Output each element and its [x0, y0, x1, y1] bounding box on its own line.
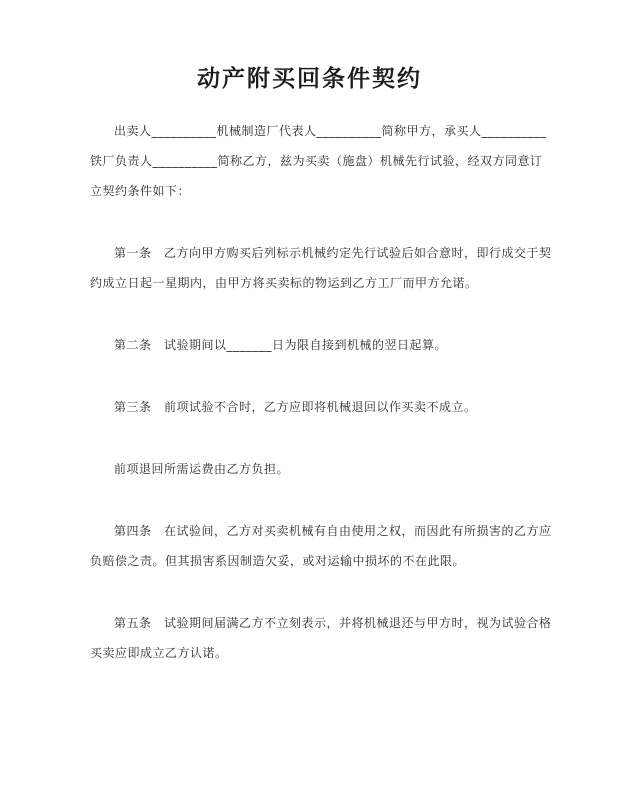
- paragraph: [90, 116, 549, 206]
- paragraph-line: 买卖应即成立乙方认诺。: [90, 646, 228, 660]
- document-title: 动产附买回条件契约: [197, 66, 422, 92]
- paragraph-line: 第二条 试验期间以_______日为限自接到机械的翌日起算。: [114, 338, 448, 352]
- paragraph-line: 铁厂负责人__________简称乙方，兹为买卖（施盘）机械先行试验，经双方同意订: [90, 154, 543, 168]
- paragraph-line: 第一条 乙方向甲方购买后列标示机械约定先行试验后如合意时，即行成交于契: [114, 246, 552, 260]
- paragraph: [90, 608, 552, 668]
- paragraph-line: 第五条 试验期间届满乙方不立刻表示，并将机械退还与甲方时，视为试验合格: [114, 616, 552, 630]
- paragraph-line: 约成立日起一星期内，由甲方将买卖标的物运到乙方工厂而甲方允诺。: [90, 276, 478, 290]
- paragraph: [90, 330, 549, 360]
- paragraph-line: 第四条 在试验间，乙方对买卖机械有自由使用之权，而因此有所损害的乙方应: [114, 524, 552, 538]
- paragraph-line: 出卖人__________机械制造厂代表人__________简称甲方，承买人__________: [114, 124, 547, 138]
- paragraph-line: 负赔偿之责。但其损害系因制造欠妥，或对运输中损坏的不在此限。: [90, 554, 466, 568]
- paragraph-line: 立契约条件如下：: [90, 184, 191, 198]
- paragraph-line: 前项退回所需运费由乙方负担。: [114, 462, 290, 476]
- paragraph: [90, 238, 552, 298]
- paragraph: [90, 392, 549, 422]
- document-body: [0, 94, 619, 668]
- paragraph-line: 第三条 前项试验不合时，乙方应即将机械退回以作买卖不成立。: [114, 400, 477, 414]
- paragraph: [90, 454, 549, 484]
- paragraph: [90, 516, 552, 576]
